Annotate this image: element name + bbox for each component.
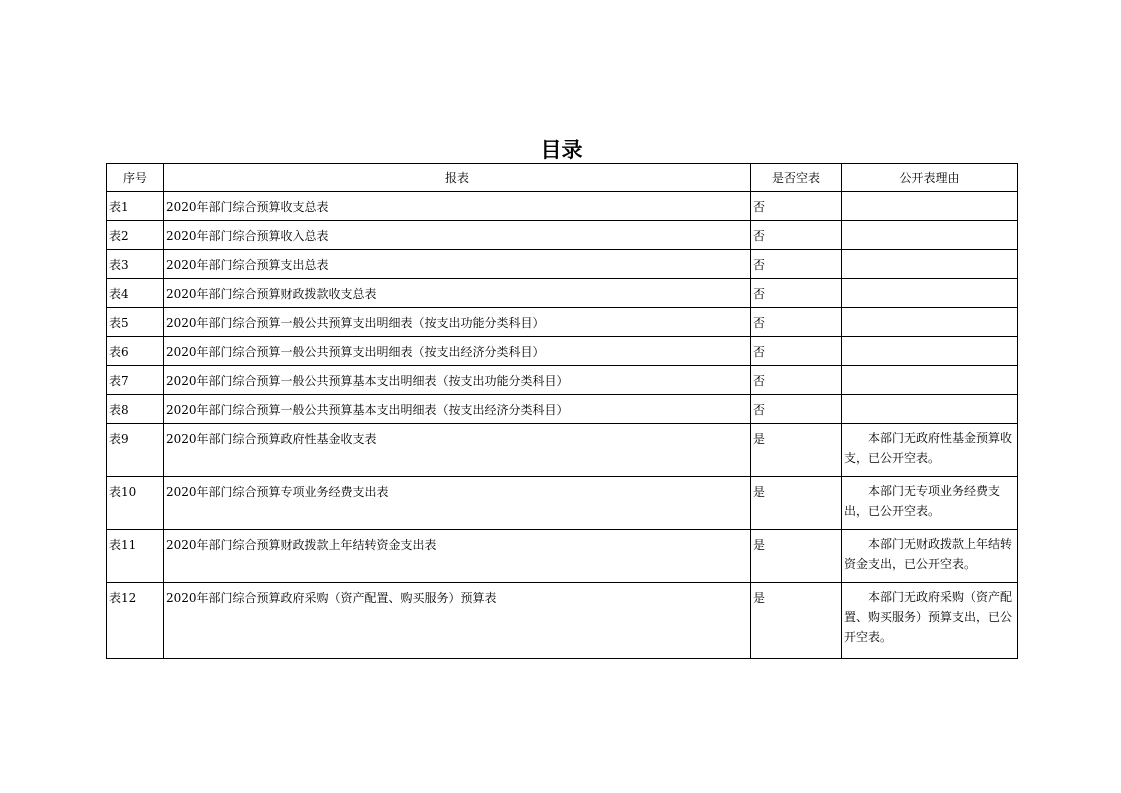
row-report: 2020年部门综合预算收支总表 — [164, 192, 751, 221]
row-empty: 是 — [751, 583, 842, 659]
table-row — [107, 221, 1018, 250]
row-no: 表9 — [107, 424, 164, 477]
table-row — [107, 530, 1018, 583]
row-empty: 否 — [751, 337, 842, 366]
row-report: 2020年部门综合预算一般公共预算基本支出明细表（按支出功能分类科目） — [164, 366, 751, 395]
row-empty: 否 — [751, 250, 842, 279]
row-no: 表12 — [107, 583, 164, 659]
row-no: 表7 — [107, 366, 164, 395]
table-row — [107, 250, 1018, 279]
row-empty: 是 — [751, 530, 842, 583]
row-no: 表5 — [107, 308, 164, 337]
row-reason — [842, 337, 1018, 366]
table-row — [107, 424, 1018, 477]
row-report: 2020年部门综合预算政府性基金收支表 — [164, 424, 751, 477]
row-reason: 本部门无专项业务经费支出，已公开空表。 — [842, 477, 1018, 530]
row-report: 2020年部门综合预算一般公共预算支出明细表（按支出功能分类科目） — [164, 308, 751, 337]
row-no: 表3 — [107, 250, 164, 279]
row-reason: 本部门无财政拨款上年结转资金支出，已公开空表。 — [842, 530, 1018, 583]
header-empty: 是否空表 — [751, 164, 842, 192]
row-empty: 是 — [751, 477, 842, 530]
table-header-row — [107, 164, 1018, 192]
row-report: 2020年部门综合预算专项业务经费支出表 — [164, 477, 751, 530]
row-no: 表2 — [107, 221, 164, 250]
table-row — [107, 583, 1018, 659]
table-row — [107, 308, 1018, 337]
catalog-table — [106, 163, 1018, 659]
row-empty: 否 — [751, 395, 842, 424]
row-empty: 否 — [751, 192, 842, 221]
row-no: 表1 — [107, 192, 164, 221]
row-reason — [842, 221, 1018, 250]
row-reason — [842, 395, 1018, 424]
row-report: 2020年部门综合预算一般公共预算基本支出明细表（按支出经济分类科目） — [164, 395, 751, 424]
table-row — [107, 337, 1018, 366]
row-report: 2020年部门综合预算一般公共预算支出明细表（按支出经济分类科目） — [164, 337, 751, 366]
row-no: 表6 — [107, 337, 164, 366]
row-empty: 否 — [751, 279, 842, 308]
header-no: 序号 — [107, 164, 164, 192]
header-reason: 公开表理由 — [842, 164, 1018, 192]
row-empty: 是 — [751, 424, 842, 477]
row-report: 2020年部门综合预算支出总表 — [164, 250, 751, 279]
row-reason: 本部门无政府采购（资产配置、购买服务）预算支出，已公开空表。 — [842, 583, 1018, 659]
row-reason: 本部门无政府性基金预算收支，已公开空表。 — [842, 424, 1018, 477]
row-reason — [842, 250, 1018, 279]
table-row — [107, 366, 1018, 395]
table-row — [107, 477, 1018, 530]
row-no: 表4 — [107, 279, 164, 308]
row-reason — [842, 366, 1018, 395]
row-reason — [842, 308, 1018, 337]
header-report: 报表 — [164, 164, 751, 192]
row-no: 表8 — [107, 395, 164, 424]
row-reason — [842, 279, 1018, 308]
row-empty: 否 — [751, 366, 842, 395]
row-report: 2020年部门综合预算收入总表 — [164, 221, 751, 250]
row-empty: 否 — [751, 308, 842, 337]
row-report: 2020年部门综合预算财政拨款收支总表 — [164, 279, 751, 308]
table-row — [107, 279, 1018, 308]
row-no: 表10 — [107, 477, 164, 530]
row-empty: 否 — [751, 221, 842, 250]
row-report: 2020年部门综合预算政府采购（资产配置、购买服务）预算表 — [164, 583, 751, 659]
table-row — [107, 192, 1018, 221]
page-title: 目录 — [540, 138, 583, 162]
row-report: 2020年部门综合预算财政拨款上年结转资金支出表 — [164, 530, 751, 583]
row-no: 表11 — [107, 530, 164, 583]
table-row — [107, 395, 1018, 424]
row-reason — [842, 192, 1018, 221]
